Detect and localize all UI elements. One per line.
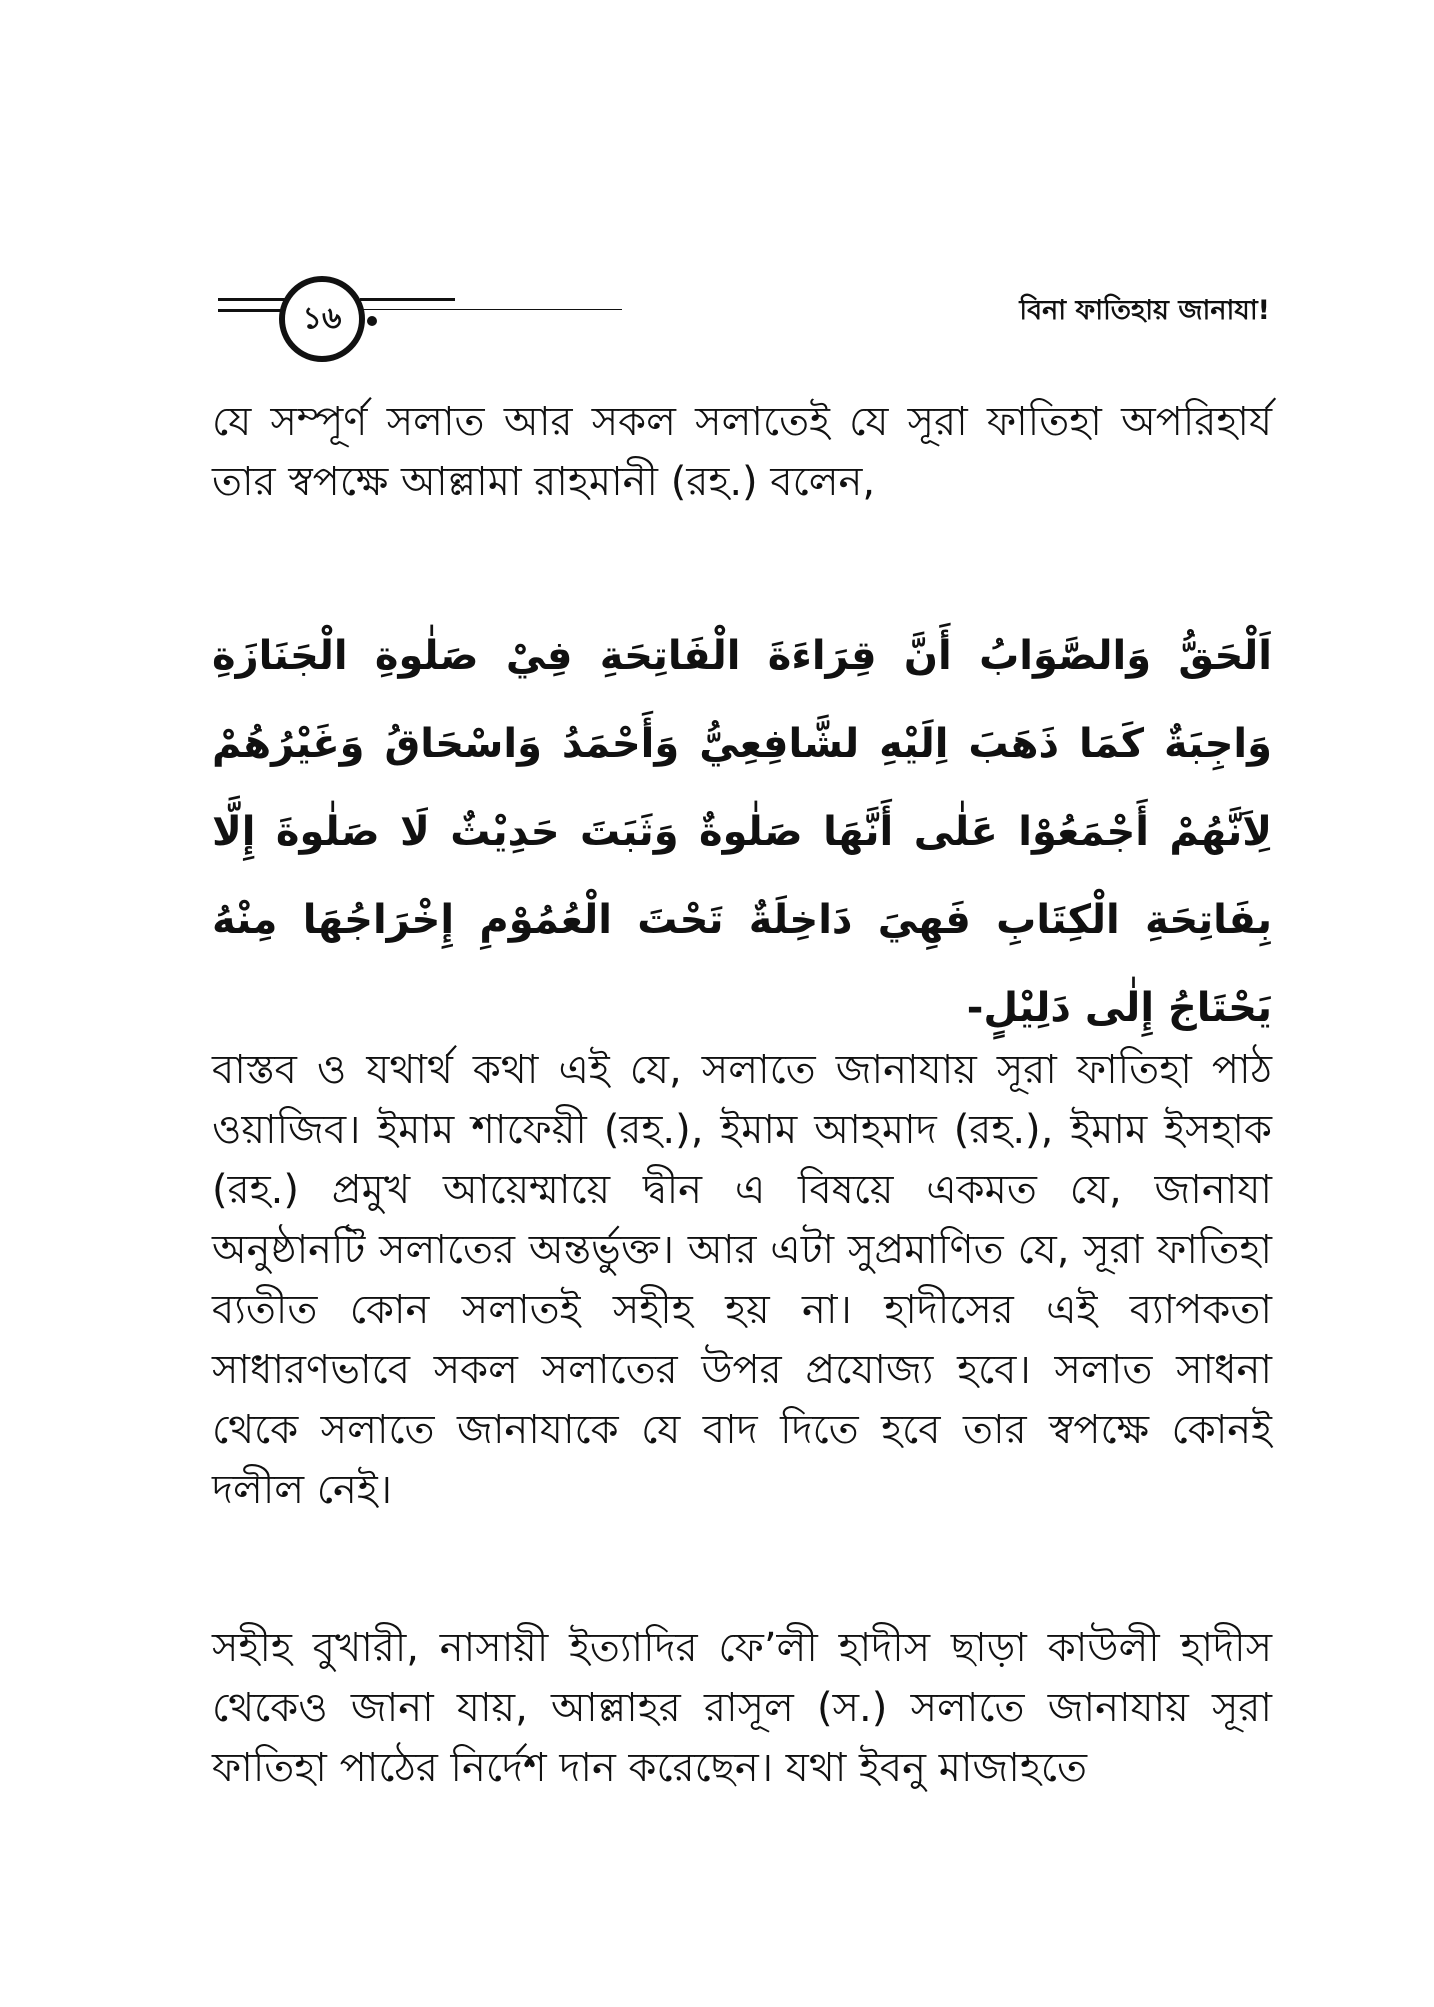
paragraph-text: যে সম্পূর্ণ সলাত আর সকল সলাতেই যে সূরা ফাতিহা অপরিহার্য তার স্বপক্ষে আল্লামা রাহমানী (রহ.) বলেন, [212,399,1272,505]
page-number-badge [279,276,365,362]
header-rule-right-thin [360,309,622,310]
header-rule-top [218,298,288,301]
header-rule-bottom [218,309,288,312]
page-number: ১৬ [302,300,342,336]
paragraph-hadith [212,1618,1272,1798]
arabic-quote: اَلْحَقُّ وَالصَّوَابُ أَنَّ قِرَاءَةَ الْفَاتِحَةِ فِيْ صَلٰوةِ الْجَنَازَةِ وَاجِبَةٌ كَمَا ذَهَبَ اِلَيْهِ لشَّافِعِيُّ وَأَحْمَدُ وَاسْحَاقُ وَغَيْرُهُمْ لِاَنَّهُمْ أَجْمَعُوْا عَلٰى أَنَّهَا صَلٰوةٌ وَثَبَتَ حَدِيْثٌ لَا صَلٰوةَ إِلَّا بِفَاتِحَةِ الْكِتَابِ فَهِيَ دَاخِلَةٌ تَحْتَ الْعُمُوْمِ إِخْرَاجُهَا مِنْهُ يَحْتَاجُ إِلٰى دَلِيْلٍ- [212,633,1272,1031]
header-rule-right-thick [360,298,455,301]
paragraph-intro [212,392,1272,512]
paragraph-explanation [212,1040,1272,1520]
paragraph-text: সহীহ বুখারী, নাসায়ী ইত্যাদির ফে’লী হাদীস ছাড়া কাউলী হাদীস থেকেও জানা যায়, আল্লাহর রাসূল (স.) সলাতে জানাযায় সূরা ফাতিহা পাঠের নির্দেশ দান করেছেন। যথা ইবনু মাজাহতে [212,1625,1272,1791]
page-header [0,0,1434,380]
header-dot [367,316,377,326]
paragraph-text: বাস্তব ও যথার্থ কথা এই যে, সলাতে জানাযায় সূরা ফাতিহা পাঠ ওয়াজিব। ইমাম শাফেয়ী (রহ.), ইমাম আহমাদ (রহ.), ইমাম ইসহাক (রহ.) প্রমুখ আয়েম্মায়ে দ্বীন এ বিষয়ে একমত যে, জানাযা অনুষ্ঠানটি সলাতের অন্তর্ভুক্ত। আর এটা সুপ্রমাণিত যে, সূরা ফাতিহা ব্যতীত কোন সলাতই সহীহ হয় না। হাদীসের এই ব্যাপকতা সাধারণভাবে সকল সলাতের উপর প্রযোজ্য হবে। সলাত সাধনা থেকে সলাতে জানাযাকে যে বাদ দিতে হবে তার স্বপক্ষে কোনই দলীল নেই। [212,1047,1272,1513]
running-title: বিনা ফাতিহায় জানাযা! [1019,295,1270,326]
